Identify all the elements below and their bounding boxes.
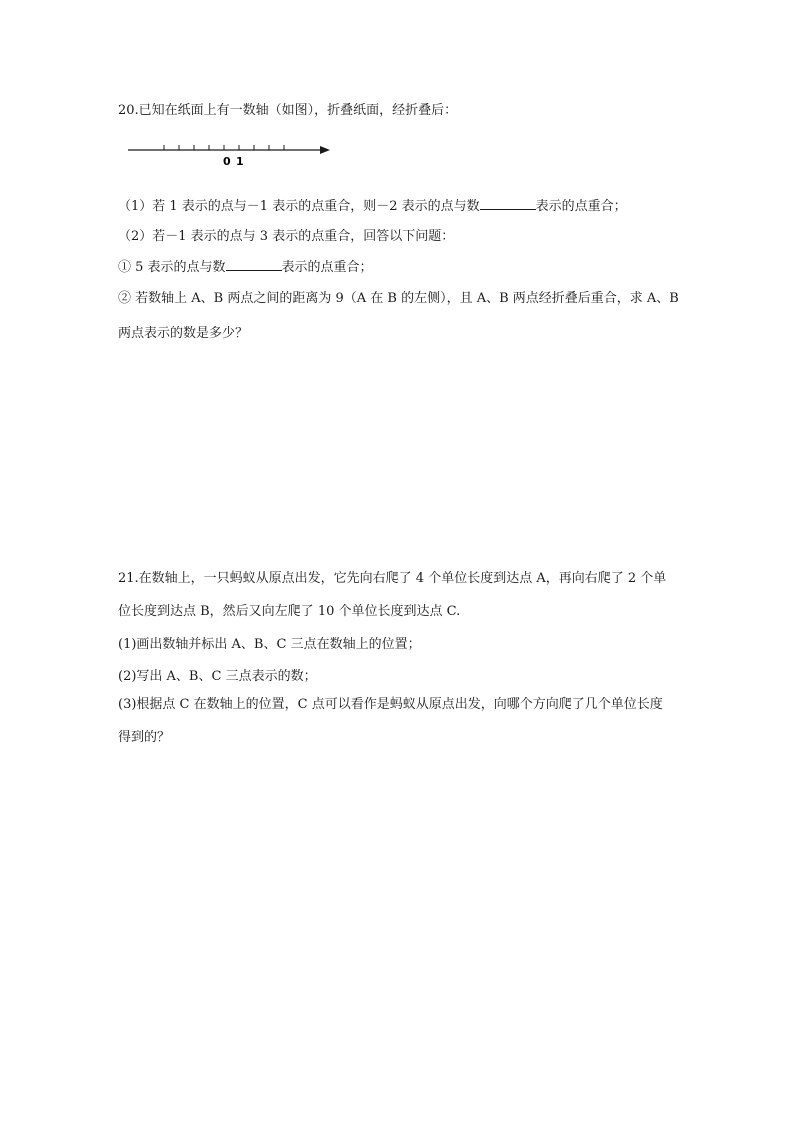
q21-part1: (1)画出数轴并标出 A、B、C 三点在数轴上的位置；: [118, 637, 421, 652]
axis-label-one: 1: [236, 155, 244, 168]
q21-part3-line1: (3)根据点 C 在数轴上的位置，C 点可以看作是蚂蚁从原点出发，向哪个方向爬了几个单位长度: [118, 697, 663, 712]
q20-part1-text-before: （1）若 1 表示的点与－1 表示的点重合，则－2 表示的点与数: [118, 199, 480, 214]
answer-blank[interactable]: [480, 197, 536, 210]
q21-part3-line2: 得到的？: [118, 730, 171, 745]
q21-stem-line2: 位长度到达点 B，然后又向左爬了 10 个单位长度到达点 C.: [118, 604, 461, 619]
q20-sub1: [118, 258, 373, 277]
answer-blank[interactable]: [226, 258, 282, 271]
number-line-arrow: [320, 146, 330, 154]
axis-label-zero: 0: [223, 155, 231, 168]
number-line-figure: [128, 140, 338, 170]
q20-sub1-text-after: 表示的点重合；: [281, 260, 373, 275]
q20-part1-text-after: 表示的点重合；: [535, 199, 627, 214]
q20-part1: [118, 197, 627, 216]
q21-part2: (2)写出 A、B、C 三点表示的数；: [118, 669, 317, 684]
q20-sub2-line1: ② 若数轴上 A、B 两点之间的距离为 9（A 在 B 的左侧），且 A、B 两点经折叠后重合，求 A、B: [118, 291, 679, 306]
q21-stem-line1: 21.在数轴上，一只蚂蚁从原点出发，它先向右爬了 4 个单位长度到达点 A，再向右爬了 2 个单: [118, 571, 667, 586]
q20-part2: （2）若－1 表示的点与 3 表示的点重合，回答以下问题：: [118, 229, 455, 244]
q20-stem: 20.已知在纸面上有一数轴（如图），折叠纸面，经折叠后：: [118, 103, 458, 118]
q20-sub1-text-before: ① 5 表示的点与数: [118, 260, 226, 275]
q20-sub2-line2: 两点表示的数是多少？: [118, 326, 249, 341]
